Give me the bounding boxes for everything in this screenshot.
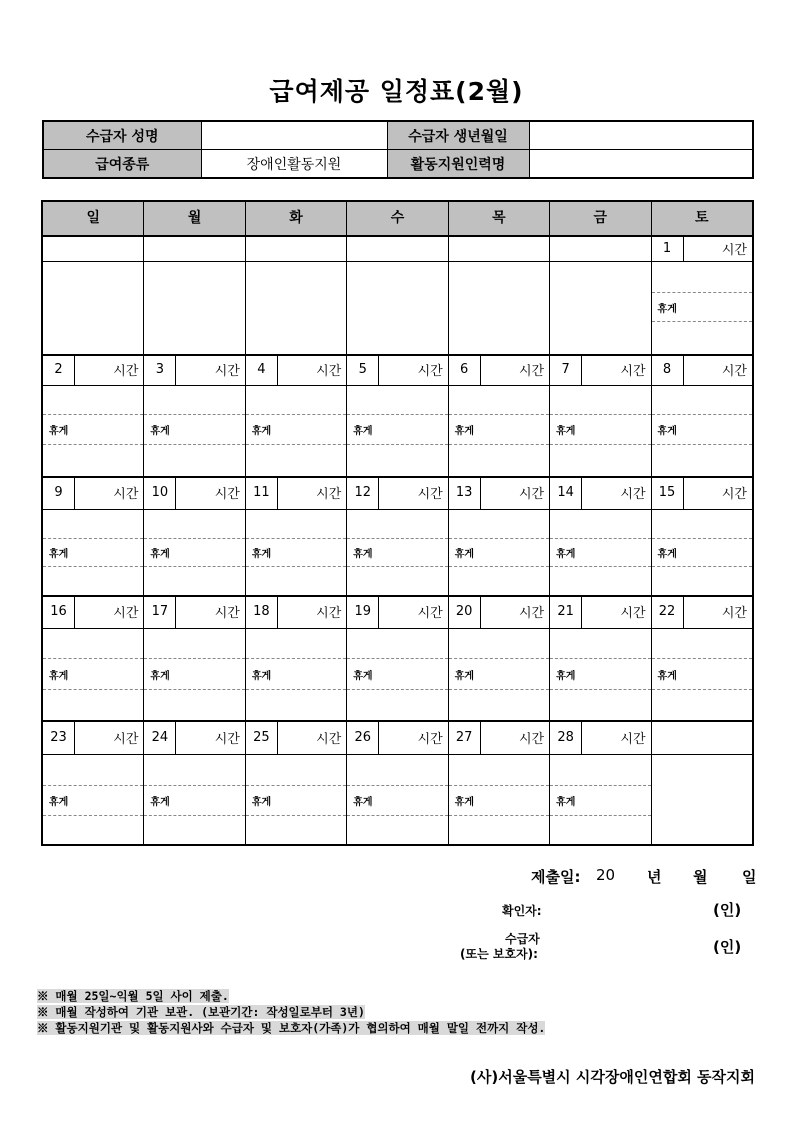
hours-field[interactable]: 시간 xyxy=(316,487,342,502)
divider xyxy=(652,444,752,445)
rest-label: 휴게 xyxy=(353,797,373,808)
divider xyxy=(449,538,549,539)
page-title: 급여제공 일정표(2월) xyxy=(269,77,524,106)
verifier-seal: (인) xyxy=(713,901,742,919)
divider xyxy=(347,538,447,539)
day-number: 22 xyxy=(652,595,684,628)
divider xyxy=(347,785,447,786)
hours-field[interactable]: 시간 xyxy=(620,487,646,502)
submission-year-prefix: 20 xyxy=(596,866,616,884)
day-number: 13 xyxy=(449,476,481,509)
rest-label: 휴게 xyxy=(454,549,475,560)
day-cell-27[interactable] xyxy=(449,720,550,844)
empty-day-cell xyxy=(449,235,550,354)
day-number: 7 xyxy=(550,354,582,385)
day-number: 24 xyxy=(144,720,176,754)
divider xyxy=(652,658,752,659)
note-2: ※ 매월 작성하여 기관 보관. (보관기간: 작성일로부터 3년) xyxy=(37,1005,365,1019)
hours-field[interactable]: 시간 xyxy=(721,364,747,379)
submission-day-unit: 일 xyxy=(742,868,757,886)
divider xyxy=(43,444,143,445)
day-cell-28[interactable] xyxy=(550,720,651,844)
hours-field[interactable]: 시간 xyxy=(417,364,443,379)
hours-field[interactable]: 시간 xyxy=(518,606,545,621)
hours-field[interactable]: 시간 xyxy=(620,606,646,621)
divider xyxy=(550,785,650,786)
divider xyxy=(43,566,143,567)
divider xyxy=(246,566,346,567)
recipient-name-label: 수급자 성명 xyxy=(43,121,201,150)
hours-field[interactable]: 시간 xyxy=(113,487,139,502)
day-cell-12[interactable] xyxy=(347,476,448,595)
rest-label: 휴게 xyxy=(556,670,576,682)
day-cell-4[interactable] xyxy=(246,354,347,476)
hours-field[interactable]: 시간 xyxy=(417,487,443,502)
divider xyxy=(652,538,752,539)
day-number: 10 xyxy=(144,476,176,509)
divider xyxy=(652,566,752,567)
hours-field[interactable]: 시간 xyxy=(214,487,240,502)
day-number: 23 xyxy=(43,720,75,754)
rest-label: 휴게 xyxy=(49,797,69,808)
divider xyxy=(652,321,752,322)
recipient-birth-label: 수급자 생년월일 xyxy=(387,121,529,150)
divider xyxy=(43,658,143,659)
hours-field[interactable]: 시간 xyxy=(113,364,139,379)
day-number: 15 xyxy=(652,476,684,509)
hours-field[interactable]: 시간 xyxy=(214,731,240,747)
rest-label: 휴게 xyxy=(353,670,373,682)
divider xyxy=(550,414,650,415)
hours-field[interactable]: 시간 xyxy=(214,606,240,621)
divider xyxy=(43,414,143,415)
weekday-tue: 화 xyxy=(246,202,347,235)
hours-field[interactable]: 시간 xyxy=(518,731,545,747)
rest-label: 휴게 xyxy=(454,670,475,682)
hours-field[interactable]: 시간 xyxy=(721,242,747,258)
empty-day-cell xyxy=(550,235,651,354)
notes xyxy=(37,988,545,1036)
rest-label: 휴게 xyxy=(657,303,677,315)
note-1: ※ 매월 25일~익월 5일 사이 제출. xyxy=(37,989,229,1003)
rest-label: 휴게 xyxy=(556,549,576,560)
divider xyxy=(347,815,447,816)
rest-label: 휴게 xyxy=(657,549,677,560)
rest-label: 휴게 xyxy=(657,426,677,437)
hours-field[interactable]: 시간 xyxy=(620,731,646,747)
day-number: 26 xyxy=(347,720,379,754)
rest-label: 휴게 xyxy=(49,549,69,560)
divider xyxy=(449,444,549,445)
day-cell-16[interactable] xyxy=(43,595,144,720)
day-number: 11 xyxy=(246,476,278,509)
day-cell-20[interactable] xyxy=(449,595,550,720)
day-number: 9 xyxy=(43,476,75,509)
divider xyxy=(246,658,346,659)
day-number: 19 xyxy=(347,595,379,628)
rest-label: 휴게 xyxy=(150,426,170,437)
day-number: 20 xyxy=(449,595,481,628)
day-number: 8 xyxy=(652,354,684,385)
divider xyxy=(246,414,346,415)
day-cell-7[interactable] xyxy=(550,354,651,476)
rest-label: 휴게 xyxy=(251,797,272,808)
hours-field[interactable]: 시간 xyxy=(214,364,240,379)
day-cell-9[interactable] xyxy=(43,476,144,595)
divider xyxy=(246,689,346,690)
divider xyxy=(43,689,143,690)
divider xyxy=(449,689,549,690)
rest-label: 휴게 xyxy=(454,797,475,808)
empty-day-cell xyxy=(144,235,245,354)
hours-field[interactable]: 시간 xyxy=(417,731,443,747)
rest-label: 휴게 xyxy=(454,426,475,437)
note-3: ※ 활동지원기관 및 활동지원사와 수급자 및 보호자(가족)가 협의하여 매월 말일 전까지 작성. xyxy=(37,1021,546,1035)
submission-month-unit: 월 xyxy=(693,868,708,886)
day-number: 25 xyxy=(246,720,278,754)
rest-label: 휴게 xyxy=(657,670,677,682)
day-number: 27 xyxy=(449,720,481,754)
day-cell-11[interactable] xyxy=(246,476,347,595)
weekday-header xyxy=(43,202,752,237)
calendar-week xyxy=(43,354,752,478)
submission-year-unit: 년 xyxy=(647,868,662,886)
divider xyxy=(449,658,549,659)
divider xyxy=(550,689,650,690)
rest-label: 휴게 xyxy=(251,670,272,682)
divider xyxy=(652,414,752,415)
divider xyxy=(43,538,143,539)
divider xyxy=(144,785,244,786)
divider xyxy=(449,815,549,816)
hours-field[interactable]: 시간 xyxy=(316,731,342,747)
hours-field[interactable]: 시간 xyxy=(620,364,646,379)
rest-label: 휴게 xyxy=(49,670,69,682)
empty-day-cell xyxy=(43,235,144,354)
recipient-seal: (인) xyxy=(713,938,742,956)
calendar-week xyxy=(43,720,752,844)
day-cell-26[interactable] xyxy=(347,720,448,844)
day-cell-19[interactable] xyxy=(347,595,448,720)
day-cell-18[interactable] xyxy=(246,595,347,720)
worker-name-label: 활동지원인력명 xyxy=(387,150,529,179)
recipient-sign-label-2: (또는 보호자): xyxy=(460,947,538,961)
recipient-name-field[interactable] xyxy=(201,121,387,150)
day-number: 3 xyxy=(144,354,176,385)
day-cell-17[interactable] xyxy=(144,595,245,720)
day-cell-1[interactable] xyxy=(652,235,752,354)
divider xyxy=(246,538,346,539)
rest-label: 휴게 xyxy=(150,670,170,682)
divider xyxy=(347,566,447,567)
divider xyxy=(550,444,650,445)
divider xyxy=(347,414,447,415)
hours-field[interactable]: 시간 xyxy=(316,606,342,621)
empty-day-cell xyxy=(652,720,752,844)
day-cell-23[interactable] xyxy=(43,720,144,844)
day-cell-10[interactable] xyxy=(144,476,245,595)
divider xyxy=(43,815,143,816)
rest-label: 휴게 xyxy=(556,426,576,437)
verifier-label: 확인자: xyxy=(502,904,542,918)
divider xyxy=(144,689,244,690)
hours-field[interactable]: 시간 xyxy=(721,606,747,621)
weekday-sun: 일 xyxy=(43,202,144,235)
day-cell-6[interactable] xyxy=(449,354,550,476)
weekday-mon: 월 xyxy=(144,202,245,235)
day-number: 18 xyxy=(246,595,278,628)
divider xyxy=(652,292,752,293)
day-cell-24[interactable] xyxy=(144,720,245,844)
divider xyxy=(550,566,650,567)
day-number: 12 xyxy=(347,476,379,509)
hours-field[interactable]: 시간 xyxy=(113,606,139,621)
divider xyxy=(550,538,650,539)
rest-label: 휴게 xyxy=(49,426,69,437)
recipient-info-table xyxy=(42,120,754,179)
rest-label: 휴게 xyxy=(150,549,170,560)
divider xyxy=(246,785,346,786)
organization-name: (사)서울특별시 시각장애인연합회 동작지회 xyxy=(470,1068,755,1086)
rest-label: 휴게 xyxy=(353,549,373,560)
day-cell-15[interactable] xyxy=(652,476,752,595)
day-cell-2[interactable] xyxy=(43,354,144,476)
rest-label: 휴게 xyxy=(251,549,272,560)
divider xyxy=(449,785,549,786)
schedule-calendar xyxy=(41,200,754,846)
day-number: 1 xyxy=(652,235,684,261)
rest-label: 휴게 xyxy=(556,797,576,808)
calendar-week xyxy=(43,595,752,722)
day-number: 6 xyxy=(449,354,481,385)
day-number: 14 xyxy=(550,476,582,509)
day-number: 16 xyxy=(43,595,75,628)
divider xyxy=(144,538,244,539)
day-number: 28 xyxy=(550,720,582,754)
divider xyxy=(449,414,549,415)
hours-field[interactable]: 시간 xyxy=(518,487,545,502)
hours-field[interactable]: 시간 xyxy=(316,364,342,379)
divider xyxy=(144,658,244,659)
worker-name-field[interactable] xyxy=(529,150,753,179)
day-cell-25[interactable] xyxy=(246,720,347,844)
divider xyxy=(347,658,447,659)
day-number: 2 xyxy=(43,354,75,385)
benefit-type-field[interactable]: 장애인활동지원 xyxy=(201,150,387,179)
hours-field[interactable]: 시간 xyxy=(113,731,139,747)
divider xyxy=(449,566,549,567)
divider xyxy=(246,444,346,445)
day-cell-8[interactable] xyxy=(652,354,752,476)
calendar-week xyxy=(43,476,752,597)
day-number: 17 xyxy=(144,595,176,628)
divider xyxy=(144,444,244,445)
divider xyxy=(652,689,752,690)
divider xyxy=(43,785,143,786)
day-cell-14[interactable] xyxy=(550,476,651,595)
divider xyxy=(550,815,650,816)
recipient-birth-field[interactable] xyxy=(529,121,753,150)
rest-label: 휴게 xyxy=(353,426,373,437)
empty-day-cell xyxy=(347,235,448,354)
divider xyxy=(144,815,244,816)
rest-label: 휴게 xyxy=(150,797,170,808)
day-cell-5[interactable] xyxy=(347,354,448,476)
hours-field[interactable]: 시간 xyxy=(518,364,545,379)
divider xyxy=(550,658,650,659)
hours-field[interactable]: 시간 xyxy=(721,487,747,502)
day-number: 21 xyxy=(550,595,582,628)
day-cell-13[interactable] xyxy=(449,476,550,595)
day-cell-21[interactable] xyxy=(550,595,651,720)
benefit-type-label: 급여종류 xyxy=(43,150,201,179)
empty-day-cell xyxy=(246,235,347,354)
submission-date-label: 제출일: xyxy=(531,868,581,886)
recipient-sign-label-1: 수급자 xyxy=(505,932,540,946)
weekday-sat: 토 xyxy=(694,210,709,226)
divider xyxy=(347,444,447,445)
divider xyxy=(144,566,244,567)
calendar-week xyxy=(43,235,752,356)
weekday-fri: 금 xyxy=(550,202,651,235)
day-cell-3[interactable] xyxy=(144,354,245,476)
rest-label: 휴게 xyxy=(251,426,272,437)
weekday-thu: 목 xyxy=(449,202,550,235)
divider xyxy=(246,815,346,816)
divider xyxy=(347,689,447,690)
day-number: 5 xyxy=(347,354,379,385)
day-cell-22[interactable] xyxy=(652,595,752,720)
hours-field[interactable]: 시간 xyxy=(417,606,443,621)
weekday-wed: 수 xyxy=(347,202,448,235)
divider xyxy=(144,414,244,415)
day-number: 4 xyxy=(246,354,278,385)
